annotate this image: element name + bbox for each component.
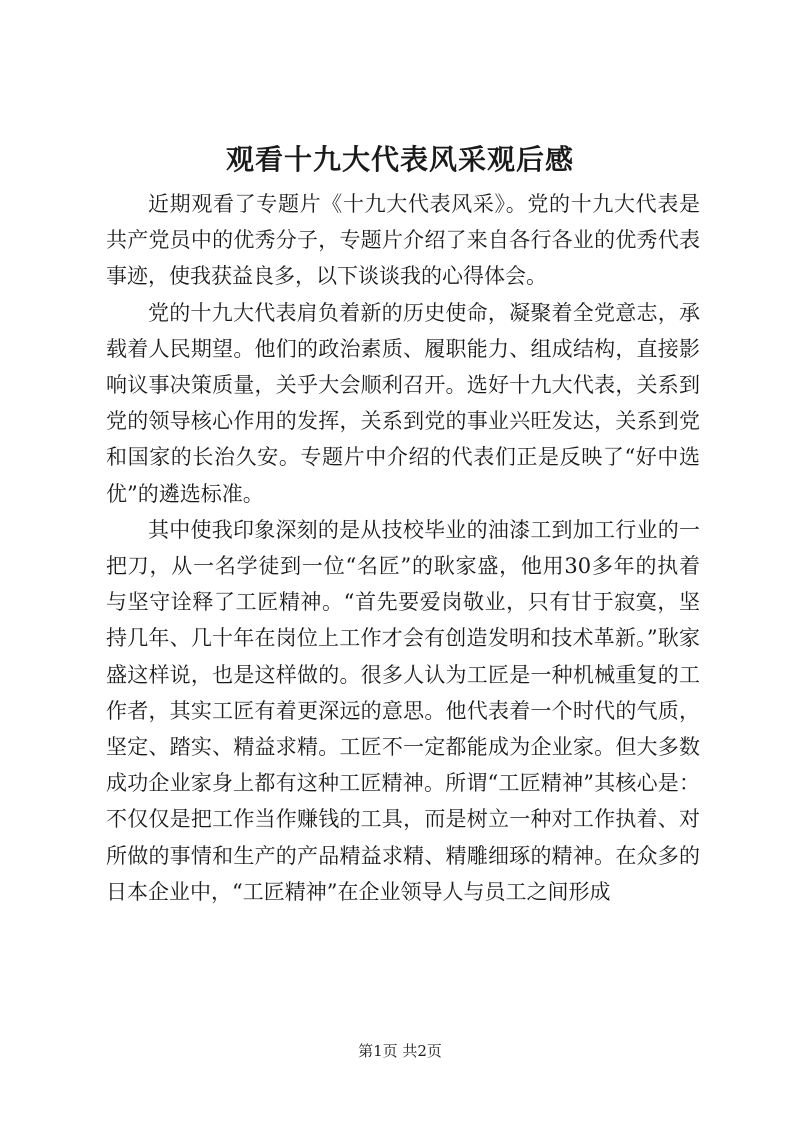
document-title: 观看十九大代表风采观后感 — [225, 143, 574, 176]
paragraph-2: 党的十九大代表肩负着新的历史使命，凝聚着全党意志，承载着人民期望。他们的政治素质、履职能力、组成结构，直接影响议事决策质量，关乎大会顺利召开。选好十九大代表，关系到党的领导核心作用的发挥，关系到党的事业兴旺发达，关系到党和国家的长治久安。专题片中介绍的代表们正是反映了“好中选优”的遴选标准。 — [106, 300, 700, 506]
page-footer: 第1页 共2页 — [358, 1042, 442, 1060]
paragraph-1: 近期观看了专题片《十九大代表风采》。党的十九大代表是共产党员中的优秀分子，专题片介绍了来自各行各业的优秀代表事迹，使我获益良多，以下谈谈我的心得体会。 — [106, 192, 700, 289]
document-body — [106, 186, 700, 910]
paragraph-3: 其中使我印象深刻的是从技校毕业的油漆工到加工行业的一把刀，从一名学徒到一位“名匠”的耿家盛，他用30多年的执着与坚守诠释了工匠精神。“首先要爱岗敬业，只有甘于寂寞，坚持几年、几十年在岗位上工作才会有创造发明和技术革新。”耿家盛这样说，也是这样做的。很多人认为工匠是一种机械重复的工作者，其实工匠有着更深远的意思。他代表着一个时代的气质，坚定、踏实、精益求精。工匠不一定都能成为企业家。但大多数成功企业家身上都有这种工匠精神。所谓“工匠精神”其核心是：不仅仅是把工作当作赚钱的工具，而是树立一种对工作执着、对所做的事情和生产的产品精益求精、精雕细琢的精神。在众多的日本企业中，“工匠精神”在企业领导人与员工之间形成 — [106, 517, 700, 904]
